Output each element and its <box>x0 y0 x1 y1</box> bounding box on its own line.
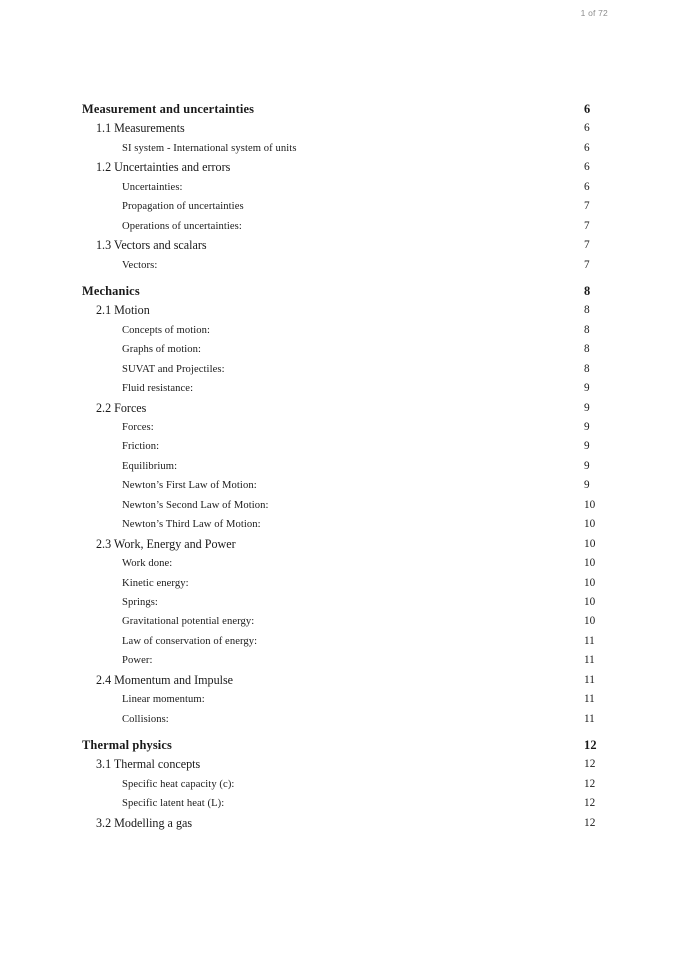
toc-entry[interactable] <box>0 197 680 216</box>
toc-entry[interactable] <box>0 554 680 573</box>
toc-entry[interactable] <box>0 139 680 158</box>
toc-entry-page-number: 8 <box>584 304 590 317</box>
toc-entry-page-number: 10 <box>584 557 596 570</box>
toc-entry[interactable] <box>0 457 680 476</box>
table-of-contents <box>0 100 680 833</box>
toc-entry[interactable] <box>0 651 680 670</box>
toc-entry-label: Vectors: <box>122 259 158 271</box>
toc-entry-label: Newton’s First Law of Motion: <box>122 480 257 492</box>
toc-entry-page-number: 9 <box>584 459 590 472</box>
toc-entry-label: 2.2 Forces <box>96 400 147 415</box>
toc-entry-label: 1.3 Vectors and scalars <box>96 238 207 253</box>
toc-entry-page-number: 6 <box>584 141 590 154</box>
toc-entry[interactable] <box>0 360 680 379</box>
toc-entry-label: 3.1 Thermal concepts <box>96 757 201 772</box>
toc-entry-label: Mechanics <box>82 283 140 298</box>
toc-entry-label: Newton’s Second Law of Motion: <box>122 499 269 511</box>
toc-entry[interactable] <box>0 418 680 437</box>
toc-entry-label: Graphs of motion: <box>122 344 202 356</box>
toc-entry-page-number: 8 <box>584 362 590 375</box>
toc-entry-label: Friction: <box>122 441 160 453</box>
toc-entry-label: Thermal physics <box>82 738 173 752</box>
toc-entry[interactable] <box>0 814 680 833</box>
toc-entry-page-number: 6 <box>584 122 590 135</box>
toc-entry-label: Newton’s Third Law of Motion: <box>122 519 261 531</box>
toc-entry[interactable] <box>0 119 680 138</box>
toc-entry-page-number: 7 <box>584 219 590 232</box>
toc-entry[interactable] <box>0 690 680 709</box>
toc-entry-page-number: 9 <box>584 401 590 414</box>
toc-entry[interactable] <box>0 612 680 631</box>
toc-entry-label: Uncertainties: <box>122 181 183 193</box>
toc-entry-label: Springs: <box>122 596 158 608</box>
toc-entry[interactable] <box>0 710 680 729</box>
toc-entry[interactable] <box>0 282 680 301</box>
toc-entry-label: Work done: <box>122 558 173 570</box>
toc-entry-label: SI system - International system of units <box>122 142 297 154</box>
toc-entry-label: Power: <box>122 655 153 667</box>
toc-entry[interactable] <box>0 340 680 359</box>
toc-entry-label: 2.1 Motion <box>96 303 150 318</box>
toc-entry[interactable] <box>0 379 680 398</box>
toc-entry[interactable] <box>0 535 680 554</box>
toc-entry-page-number: 9 <box>584 421 590 433</box>
toc-entry-label: Specific latent heat (L): <box>122 798 225 810</box>
toc-entry[interactable] <box>0 671 680 690</box>
toc-entry[interactable] <box>0 256 680 275</box>
toc-entry[interactable] <box>0 158 680 177</box>
toc-entry-label: Propagation of uncertainties <box>122 201 244 213</box>
toc-entry-label: Forces: <box>122 422 154 433</box>
toc-entry-page-number: 11 <box>584 712 595 725</box>
toc-entry[interactable] <box>0 236 680 255</box>
toc-entry-page-number: 11 <box>584 693 595 706</box>
toc-entry-page-number: 8 <box>584 323 590 336</box>
toc-entry-label: Operations of uncertainties: <box>122 220 242 232</box>
toc-entry-page-number: 7 <box>584 239 590 252</box>
toc-entry-page-number: 6 <box>584 161 590 174</box>
toc-entry-page-number: 12 <box>584 758 596 771</box>
toc-entry[interactable] <box>0 301 680 320</box>
toc-entry-page-number: 12 <box>584 797 596 810</box>
toc-entry-label: Concepts of motion: <box>122 324 211 336</box>
toc-entry-page-number: 8 <box>584 283 591 298</box>
toc-entry-label: Kinetic energy: <box>122 577 189 589</box>
toc-entry[interactable] <box>0 496 680 515</box>
toc-entry-page-number: 11 <box>584 634 595 647</box>
toc-entry-label: 1.2 Uncertainties and errors <box>96 160 231 175</box>
toc-entry-label: Specific heat capacity (c): <box>122 778 235 790</box>
toc-entry[interactable] <box>0 775 680 794</box>
toc-entry[interactable] <box>0 476 680 495</box>
toc-entry[interactable] <box>0 100 680 119</box>
toc-entry-page-number: 9 <box>584 479 590 492</box>
toc-entry-page-number: 11 <box>584 673 595 686</box>
toc-entry-label: Fluid resistance: <box>122 383 194 395</box>
toc-entry[interactable] <box>0 593 680 612</box>
toc-entry-label: Linear momentum: <box>122 694 205 706</box>
toc-entry[interactable] <box>0 321 680 340</box>
toc-entry-label: Gravitational potential energy: <box>122 616 255 628</box>
toc-entry-page-number: 12 <box>584 816 596 829</box>
toc-entry-page-number: 12 <box>584 777 596 790</box>
toc-entry[interactable] <box>0 794 680 813</box>
toc-entry-page-number: 7 <box>584 200 590 213</box>
toc-entry-page-number: 10 <box>584 576 596 589</box>
toc-entry[interactable] <box>0 736 680 755</box>
toc-entry-label: Equilibrium: <box>122 460 178 472</box>
toc-entry[interactable] <box>0 632 680 651</box>
toc-entry-label: SUVAT and Projectiles: <box>122 363 225 375</box>
toc-entry-page-number: 9 <box>584 382 590 395</box>
toc-entry[interactable] <box>0 755 680 774</box>
page-indicator: 1 of 72 <box>580 8 608 18</box>
toc-entry-page-number: 10 <box>584 595 596 608</box>
toc-entry[interactable] <box>0 217 680 236</box>
toc-entry-page-number: 10 <box>584 518 596 531</box>
toc-entry-label: Collisions: <box>122 713 169 725</box>
toc-entry[interactable] <box>0 515 680 534</box>
toc-entry-label: 3.2 Modelling a gas <box>96 815 193 830</box>
toc-entry-page-number: 10 <box>584 537 596 550</box>
toc-entry-page-number: 11 <box>584 654 595 667</box>
toc-entry-page-number: 8 <box>584 343 590 356</box>
toc-entry[interactable] <box>0 178 680 197</box>
toc-entry[interactable] <box>0 574 680 593</box>
toc-entry[interactable] <box>0 399 680 418</box>
toc-entry-label: 2.3 Work, Energy and Power <box>96 536 236 551</box>
toc-entry-page-number: 9 <box>584 440 590 453</box>
toc-entry[interactable] <box>0 437 680 456</box>
toc-entry-label: Law of conservation of energy: <box>122 635 258 647</box>
toc-entry-page-number: 12 <box>584 738 597 752</box>
toc-entry-label: 2.4 Momentum and Impulse <box>96 672 234 687</box>
toc-entry-page-number: 6 <box>584 180 590 193</box>
toc-entry-page-number: 6 <box>584 102 591 116</box>
toc-entry-label: 1.1 Measurements <box>96 121 185 136</box>
toc-entry-page-number: 7 <box>584 258 590 271</box>
toc-entry-page-number: 10 <box>584 615 596 628</box>
toc-entry-page-number: 10 <box>584 498 596 511</box>
toc-entry-label: Measurement and uncertainties <box>82 102 255 116</box>
